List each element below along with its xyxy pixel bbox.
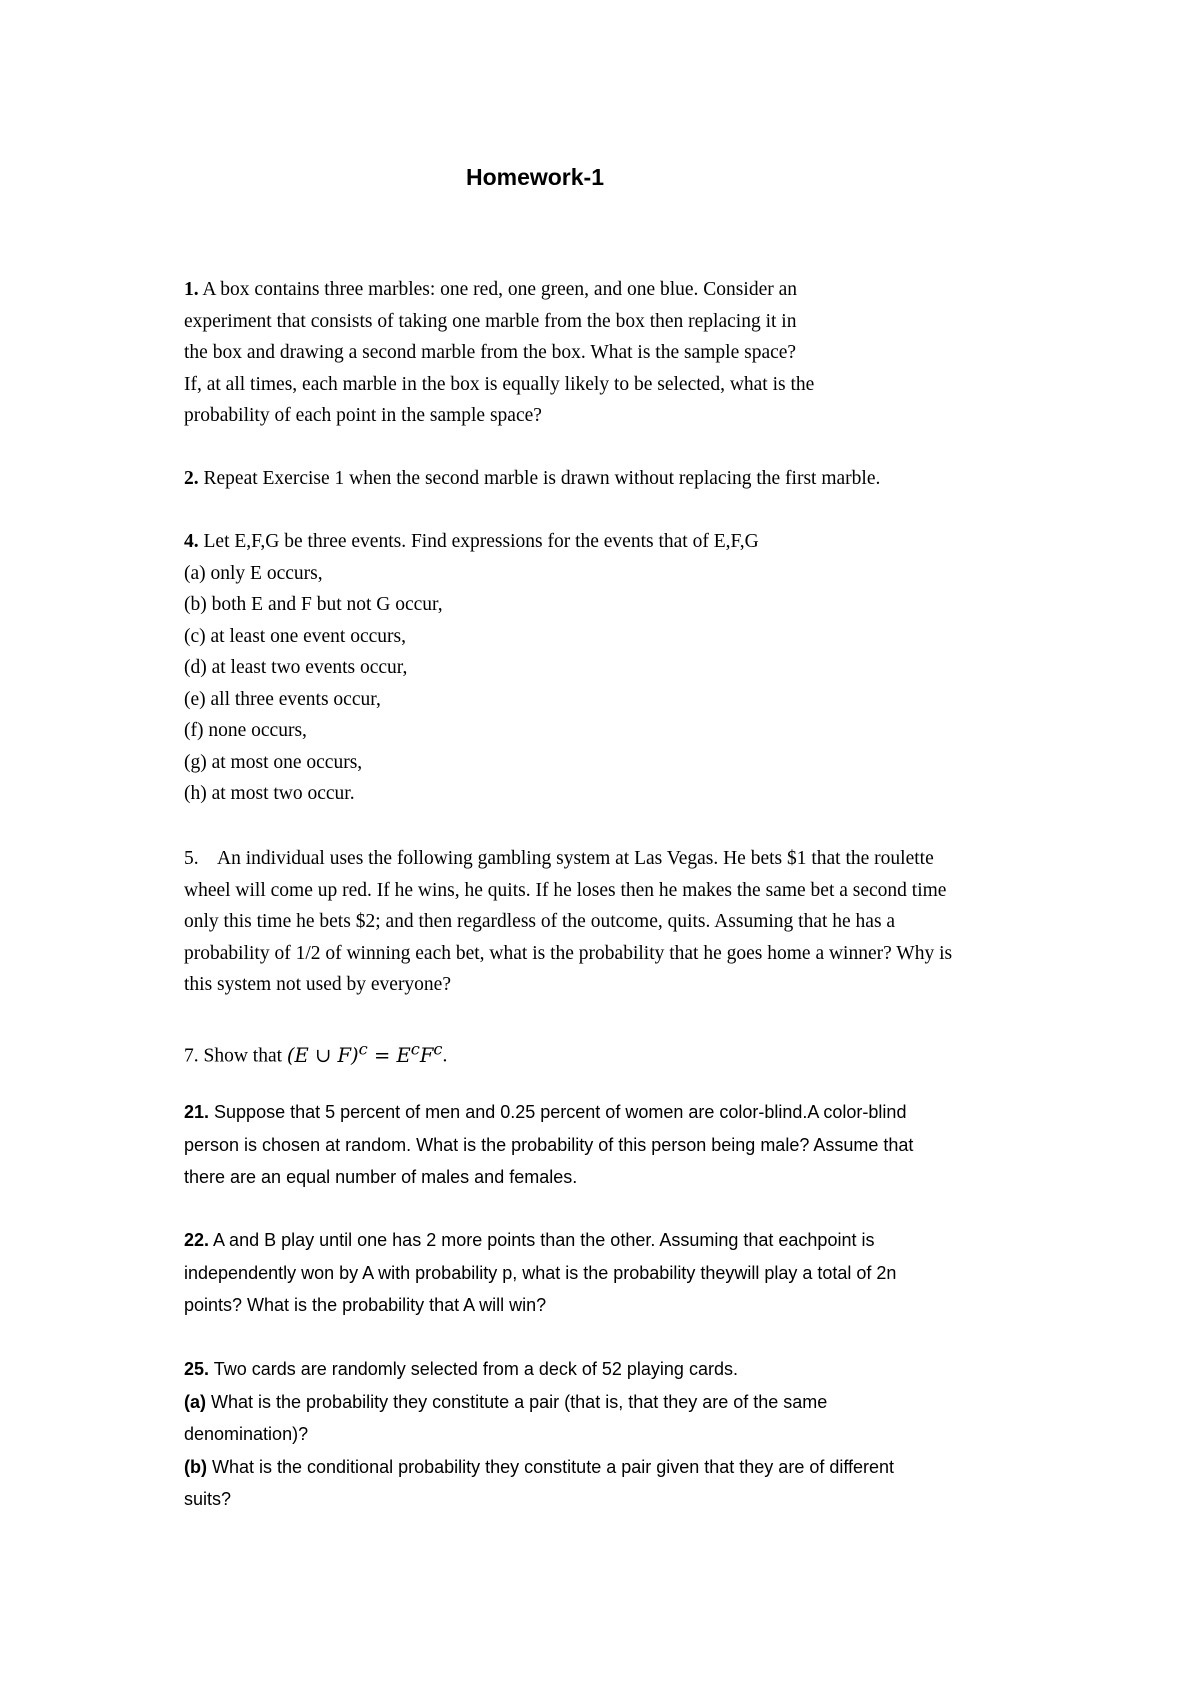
question-part: What is the probability they constitute a pair (that is, that they are of the same [206, 1391, 828, 1412]
question-text: Let E,F,G be three events. Find expressions for the events that of E,F,G [198, 531, 759, 552]
question-text: Two cards are randomly selected from a deck of 52 playing cards. [209, 1359, 738, 1379]
question-text: Repeat Exercise 1 when the second marble is drawn without replacing the first marble. [198, 468, 881, 489]
question-2 [184, 463, 1064, 495]
question-1 [184, 274, 1064, 432]
question-text: person is chosen at random. What is the probability of this person being male? Assume that [184, 1134, 914, 1155]
question-number: 7. [184, 1045, 199, 1067]
question-22 [184, 1224, 1064, 1322]
question-part-label: (b) [184, 1456, 207, 1477]
question-7: 7. Show that (E ∪ $F)^c = E^cF^c$. [184, 1039, 448, 1067]
question-text: Suppose that 5 percent of men and 0.25 percent of women are color-blind.A color-blind [209, 1102, 907, 1122]
question-text: Show that [198, 1045, 287, 1067]
question-part: (d) at least two events occur, [184, 657, 408, 678]
question-number: 25. [184, 1359, 210, 1379]
question-21 [184, 1096, 1064, 1194]
question-text: independently won by A with probability p, what is the probability theywill play a total of 2n [184, 1262, 897, 1283]
question-text: only this time he bets $2; and then regardless of the outcome, quits. Assuming that he has a [184, 911, 896, 932]
question-text: this system not used by everyone? [184, 974, 451, 995]
question-number: 21. [184, 1102, 210, 1122]
question-number: 1. [184, 279, 199, 300]
question-part: What is the conditional probability they constitute a pair given that they are of different [206, 1456, 895, 1477]
question-part: suits? [184, 1489, 232, 1509]
question-part: (g) at most one occurs, [184, 751, 363, 773]
question-text: probability of each point in the sample space? [184, 405, 542, 426]
question-text: wheel will come up red. If he wins, he quits. If he loses then he makes the same bet a second time [184, 879, 947, 901]
question-part: (f) none occurs, [184, 720, 307, 741]
question-4 [184, 526, 1064, 810]
question-text: probability of 1/2 of winning each bet, what is the probability that he goes home a winner? Why is [184, 942, 953, 964]
question-part: (b) both E and F but not G occur, [184, 594, 443, 615]
question-25 [184, 1353, 1064, 1516]
question-number: 2. [184, 468, 199, 489]
question-text: the box and drawing a second marble from the box. What is the sample space? [184, 342, 797, 363]
question-part: (c) at least one event occurs, [184, 625, 406, 647]
question-number: 4. [184, 531, 199, 552]
question-text: points? What is the probability that A will win? [184, 1295, 547, 1315]
question-text: If, at all times, each marble in the box is equally likely to be selected, what is the [184, 373, 815, 395]
question-part: (e) all three events occur, [184, 688, 381, 710]
question-part: (a) only E occurs, [184, 562, 323, 584]
question-number: 22. [184, 1230, 210, 1250]
page-title: Homework-1 [465, 164, 605, 190]
question-5 [184, 843, 1064, 1001]
formula: (E ∪ $F)^c = E^cF^c$ [286, 1039, 443, 1067]
question-text: A box contains three marbles: one red, one green, and one blue. Consider an [198, 279, 797, 300]
question-text: experiment that consists of taking one marble from the box then replacing it in [184, 310, 797, 332]
question-text: An individual uses the following gambling system at Las Vegas. He bets $1 that the roulette [198, 848, 934, 869]
question-part: (h) at most two occur. [184, 783, 355, 804]
question-number: 5. [184, 848, 199, 869]
question-text: A and B play until one has 2 more points than the other. Assuming that eachpoint is [209, 1230, 875, 1250]
question-part: denomination)? [184, 1424, 309, 1444]
question-part-label: (a) [184, 1391, 206, 1412]
question-text: there are an equal number of males and females. [184, 1167, 578, 1187]
